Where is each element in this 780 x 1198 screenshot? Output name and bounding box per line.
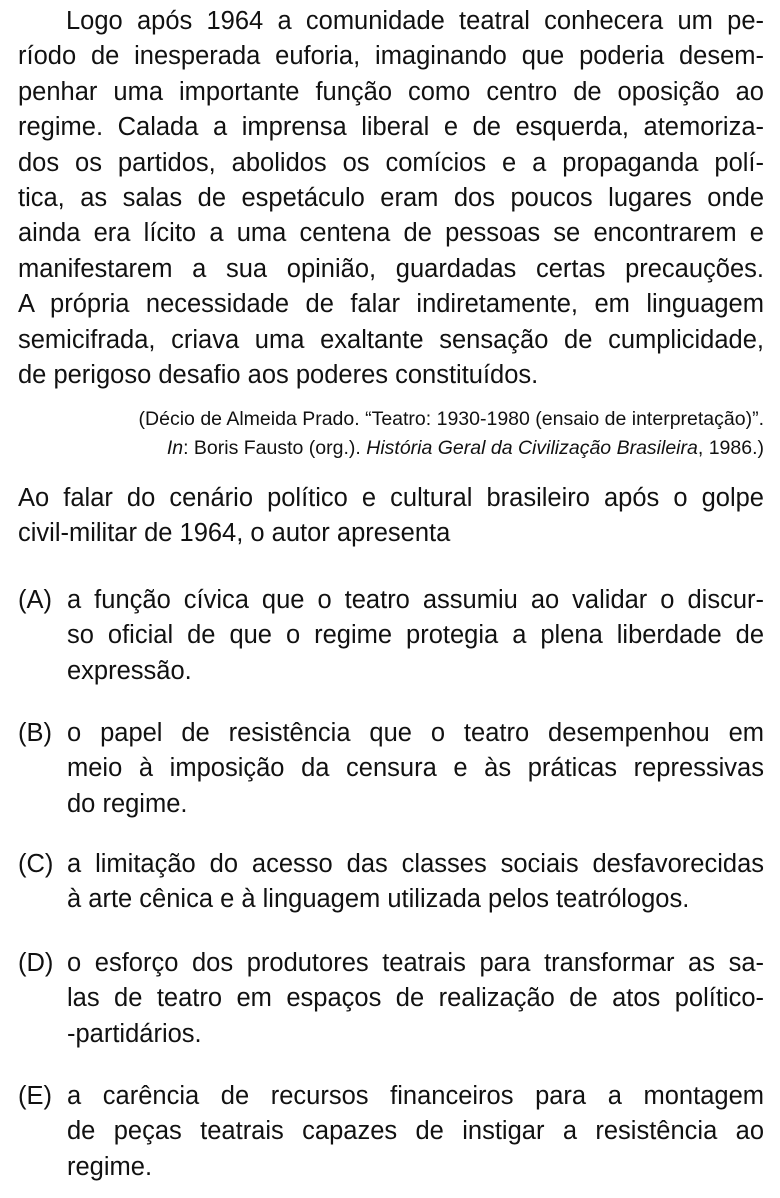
citation-line-2 — [24, 434, 764, 463]
passage-text — [18, 4, 764, 393]
question-line: civil-militar de 1964, o autor apresenta — [18, 519, 451, 548]
citation-editor: : Boris Fausto (org.). — [183, 437, 367, 459]
source-citation — [24, 405, 764, 463]
option-line: de peças teatrais capazes de instigar a resistência ao — [67, 1117, 764, 1146]
option-line: à arte cênica e à linguagem utilizada pelos teatrólogos. — [67, 885, 690, 914]
option-letter: (A) — [18, 586, 52, 614]
option-letter: (C) — [18, 850, 54, 878]
question-stem — [18, 481, 764, 552]
question-line: Ao falar do cenário político e cultural brasileiro após o golpe — [18, 484, 764, 512]
option-text — [67, 847, 764, 918]
option-line: las de teatro em espaços de realização de atos político- — [67, 984, 764, 1013]
passage-line: A própria necessidade de falar indiretamente, em linguagem — [18, 290, 764, 319]
option-text — [67, 583, 764, 689]
option-line: o papel de resistência que o teatro desempenhou em — [67, 719, 764, 747]
option-b[interactable] — [18, 716, 764, 822]
passage-line: manifestarem a sua opinião, guardadas certas precauções. — [18, 254, 764, 283]
citation-book-title: História Geral da Civilização Brasileira — [366, 437, 698, 459]
option-letter: (E) — [18, 1082, 52, 1110]
option-a[interactable] — [18, 583, 764, 689]
option-line: expressão. — [67, 656, 192, 685]
option-line: a função cívica que o teatro assumiu ao validar o discur- — [67, 586, 764, 614]
option-letter: (B) — [18, 719, 52, 747]
option-e[interactable] — [18, 1079, 764, 1185]
citation-line-1: (Décio de Almeida Prado. “Teatro: 1930-1980 (ensaio de interpretação)”. — [138, 408, 764, 430]
citation-in-label: In — [166, 437, 184, 459]
passage-line: tica, as salas de espetáculo eram dos poucos lugares onde — [18, 184, 764, 213]
option-c[interactable] — [18, 847, 764, 918]
option-line: a carência de recursos financeiros para a montagem — [67, 1082, 764, 1110]
option-text — [67, 1079, 764, 1185]
passage-line: regime. Calada a imprensa liberal e de esquerda, atemoriza- — [18, 113, 764, 142]
option-line: meio à imposição da censura e às práticas repressivas — [67, 754, 764, 783]
option-text — [67, 946, 764, 1052]
option-line: regime. — [67, 1152, 153, 1181]
passage-line: penhar uma importante função como centro de oposição ao — [18, 77, 764, 106]
option-line: a limitação do acesso das classes sociais desfavorecidas — [67, 850, 764, 878]
passage-line: dos os partidos, abolidos os comícios e a propaganda polí- — [18, 148, 764, 177]
passage-line: Logo após 1964 a comunidade teatral conhecera um pe- — [66, 7, 764, 35]
option-letter: (D) — [18, 949, 54, 977]
passage-line: ainda era lícito a uma centena de pessoas se encontrarem e — [18, 219, 764, 248]
option-text — [67, 716, 764, 822]
option-line: o esforço dos produtores teatrais para transformar as sa- — [67, 949, 764, 977]
option-line: so oficial de que o regime protegia a plena liberdade de — [67, 621, 764, 650]
passage-line: de perigoso desafio aos poderes constituídos. — [18, 361, 539, 390]
option-line: do regime. — [67, 789, 188, 818]
option-d[interactable] — [18, 946, 764, 1052]
citation-year: , 1986.) — [697, 437, 764, 459]
passage-line: ríodo de inesperada euforia, imaginando que poderia desem- — [18, 42, 764, 71]
passage-line: semicifrada, criava uma exaltante sensação de cumplicidade, — [18, 325, 764, 354]
option-line: -partidários. — [67, 1019, 202, 1048]
